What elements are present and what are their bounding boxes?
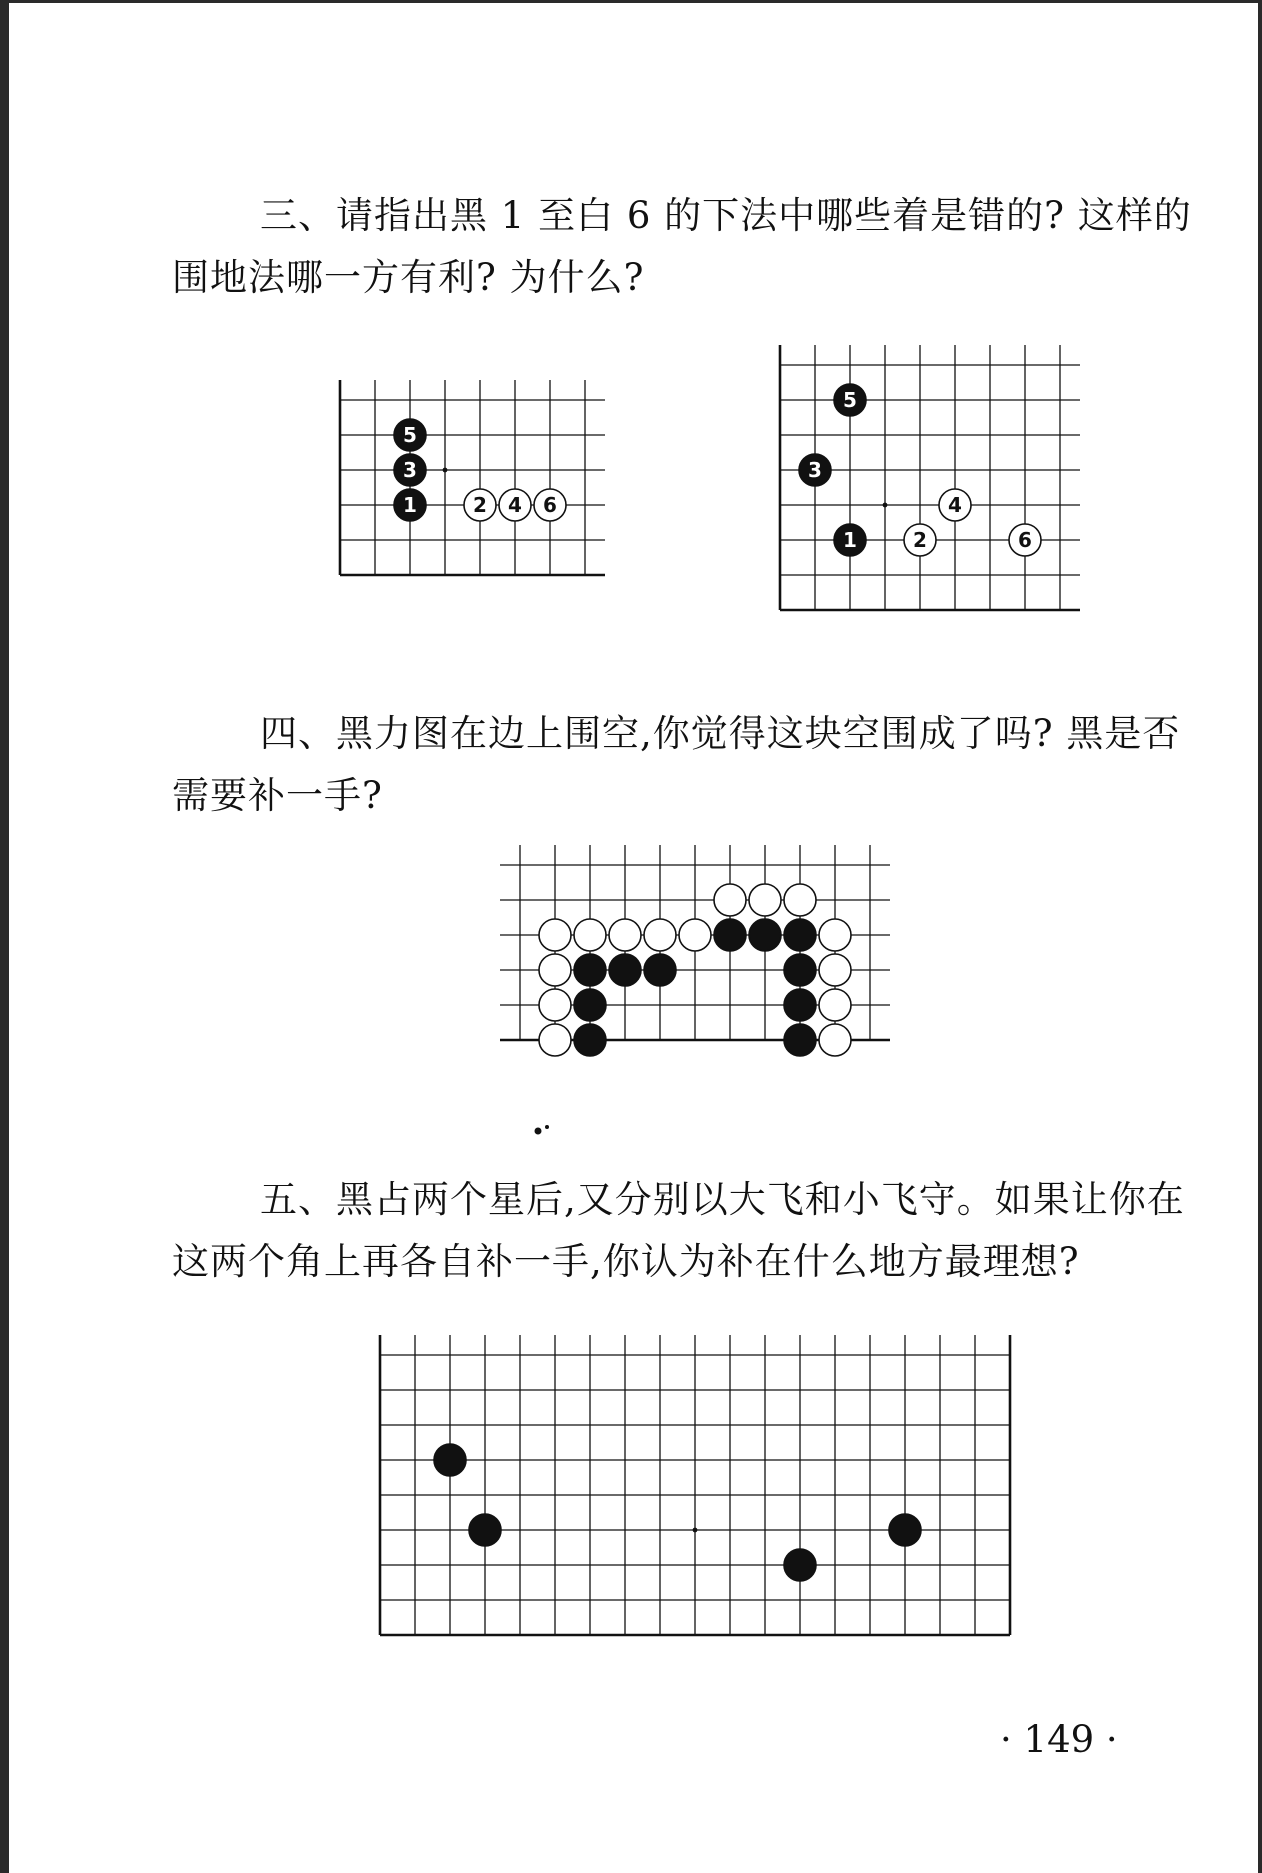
problem-3-diagram-a-star-point (443, 468, 448, 473)
problem-3-diagram-b-star-point (883, 503, 888, 508)
problem-5-diagram-black-stone-1 (434, 1444, 466, 1476)
problem-4-diagram-white-stone-1 (714, 884, 746, 916)
problem-4-diagram-white-stone-12 (539, 989, 571, 1021)
problem-3-diagram-b-move-6-label: 6 (1018, 528, 1032, 552)
problem-3-diagram-a-move-1-label: 1 (403, 493, 417, 517)
problem-5-diagram (370, 1335, 1030, 1660)
problem-4-diagram-black-stone-9 (784, 989, 816, 1021)
problem-3-diagram-a-move-2-label: 2 (473, 493, 487, 517)
problem-5-diagram-grid (380, 1335, 1010, 1635)
problem-3-diagram-b-move-1-label: 1 (843, 528, 857, 552)
problem-5-line-1: 五、黑占两个星后,又分别以大飞和小飞守。如果让你在 (260, 1178, 1185, 1221)
problem-4-diagram-white-stone-11 (819, 954, 851, 986)
problem-3-diagram-a-grid (340, 380, 605, 575)
page-frame-left (0, 0, 9, 1873)
problem-4-diagram-white-stone-9 (819, 919, 851, 951)
problem-3-text (172, 185, 1192, 309)
problem-4-diagram-black-stone-10 (574, 1024, 606, 1056)
problem-5-diagram-star-point (693, 1528, 698, 1533)
page-frame-right (1258, 0, 1262, 1873)
problem-3-diagram-b-move-4-label: 4 (948, 493, 962, 517)
problem-4-diagram-white-stone-15 (819, 1024, 851, 1056)
problem-4-diagram-white-stone-4 (539, 919, 571, 951)
problem-3-diagram-b-move-3-label: 3 (808, 458, 822, 482)
problem-4-diagram-black-stone-11 (784, 1024, 816, 1056)
problem-4-diagram-white-stone-3 (784, 884, 816, 916)
problem-4-line-2: 需要补一手? (172, 774, 383, 817)
problem-4-line-1: 四、黑力图在边上围空,你觉得这块空围成了吗? 黑是否 (260, 712, 1181, 755)
problem-4-diagram-black-stone-8 (574, 989, 606, 1021)
problem-4-diagram-black-stone-7 (784, 954, 816, 986)
problem-4-diagram-black-stone-6 (644, 954, 676, 986)
problem-5-diagram-black-stone-2 (469, 1514, 501, 1546)
problem-4-diagram (500, 855, 910, 1085)
problem-5-text (172, 1169, 1185, 1293)
problem-3-diagram-b-move-5-label: 5 (843, 388, 857, 412)
problem-3-line-1: 三、请指出黑 1 至白 6 的下法中哪些着是错的? 这样的 (260, 194, 1192, 237)
problem-4-diagram-black-stone-1 (714, 919, 746, 951)
ink-speck (532, 1120, 554, 1132)
problem-3-diagram-a-move-5-label: 5 (403, 423, 417, 447)
problem-4-diagram-black-stone-3 (784, 919, 816, 951)
problem-4-diagram-white-stone-2 (749, 884, 781, 916)
problem-3-diagram-b-move-2-label: 2 (913, 528, 927, 552)
problem-3-diagram-a (330, 390, 620, 600)
problem-4-diagram-white-stone-14 (539, 1024, 571, 1056)
problem-3-diagram-a-move-3-label: 3 (403, 458, 417, 482)
problem-4-diagram-white-stone-10 (539, 954, 571, 986)
problem-4-text (172, 703, 1181, 827)
problem-3-line-2: 围地法哪一方有利? 为什么? (172, 256, 645, 299)
problem-3-diagram-a-move-6-label: 6 (543, 493, 557, 517)
problem-4-diagram-white-stone-5 (574, 919, 606, 951)
problem-4-diagram-white-stone-6 (609, 919, 641, 951)
page-number: · 149 · (1000, 1718, 1118, 1761)
problem-4-diagram-white-stone-8 (679, 919, 711, 951)
page-frame-top (0, 0, 1262, 3)
problem-3-diagram-b (770, 355, 1090, 630)
problem-4-diagram-black-stone-4 (574, 954, 606, 986)
problem-4-diagram-white-stone-7 (644, 919, 676, 951)
problem-4-diagram-black-stone-5 (609, 954, 641, 986)
problem-5-diagram-black-stone-4 (889, 1514, 921, 1546)
problem-4-diagram-black-stone-2 (749, 919, 781, 951)
problem-5-diagram-black-stone-3 (784, 1549, 816, 1581)
problem-3-diagram-a-move-4-label: 4 (508, 493, 522, 517)
problem-5-line-2: 这两个角上再各自补一手,你认为补在什么地方最理想? (172, 1240, 1080, 1283)
problem-4-diagram-white-stone-13 (819, 989, 851, 1021)
